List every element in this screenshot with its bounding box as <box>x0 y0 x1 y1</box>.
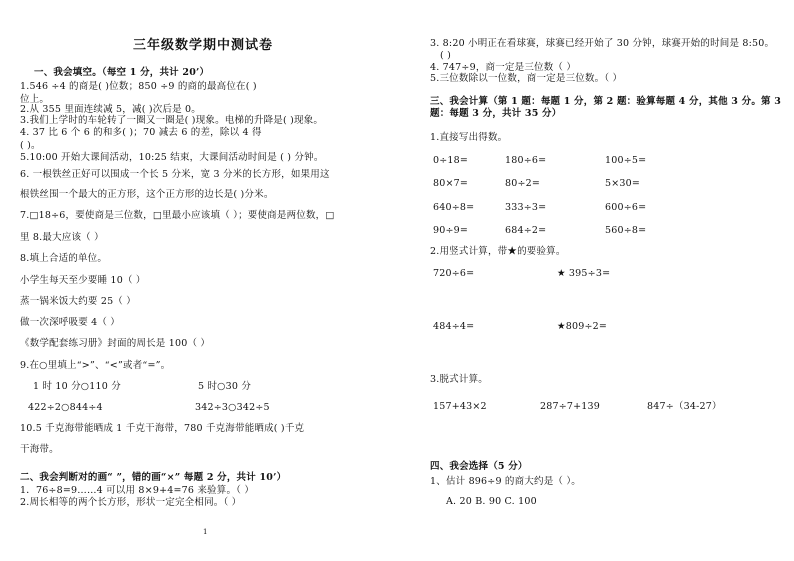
vertical-calc-2: ★ 395÷3= <box>557 268 611 279</box>
oral-item: 80÷2= <box>505 178 541 189</box>
question-2: 2.从 355 里面连续减 5，减( )次后是 0。 <box>20 104 201 115</box>
question-6-line-1: 6. 一根铁丝正好可以围成一个长 5 分米，宽 3 分米的长方形，如果用这 <box>20 169 330 180</box>
question-4-line-2: ( )。 <box>20 140 41 151</box>
oral-item: 560÷8= <box>605 225 647 236</box>
choice-1: 1、估计 896÷9 的商大约是（ ）。 <box>430 476 581 487</box>
judge-3-line-1: 3. 8:20 小明正在看球赛，球赛已经开始了 30 分钟，球赛开始的时间是 8:50。 <box>430 38 775 49</box>
question-1-line-1: 1.546 ÷4 的商是( )位数；850 ÷9 的商的最高位在( ) <box>20 81 257 92</box>
expression-1: 157+43×2 <box>433 401 487 412</box>
question-3: 3.我们上学时的车轮转了一圈又一圈是( )现象。电梯的升降是( )现象。 <box>20 115 324 126</box>
vertical-calc-4: ★809÷2= <box>557 321 608 332</box>
question-7-line-1: 7.□18÷6，要使商是三位数，□里最小应该填（ ）；要使商是两位数，□ <box>20 210 335 221</box>
question-10-line-1: 10.5 千克海带能晒成 1 千克干海带，780 千克海带能晒成( )千克 <box>20 423 305 434</box>
choice-1-options: A. 20 B. 90 C. 100 <box>446 496 537 507</box>
question-9-b1: 422÷2○844÷4 <box>28 402 103 413</box>
section-1-heading: 一、我会填空。（每空 1 分，共计 20’） <box>34 67 210 78</box>
section-3-heading-line-2: 题：每题 3 分，共计 35 分） <box>430 108 562 119</box>
oral-item: 100÷5= <box>605 155 647 166</box>
section-4-heading: 四、我会选择（5 分） <box>430 461 528 472</box>
calc-1-heading: 1.直接写出得数。 <box>430 132 508 143</box>
judge-5: 5.三位数除以一位数，商一定是三位数。（ ） <box>430 73 623 84</box>
section-3-heading-line-1: 三、我会计算（第 1 题：每题 1 分，第 2 题：验算每题 4 分，其他 3 分。第 3 <box>430 96 782 107</box>
oral-item: 80×7= <box>433 178 469 189</box>
oral-item: 600÷6= <box>605 202 647 213</box>
question-5: 5.10:00 开始大课间活动，10:25 结束，大课间活动时间是 ( ) 分钟。 <box>20 152 324 163</box>
question-9-b2: 342÷3○342÷5 <box>195 402 270 413</box>
judge-2: 2.周长相等的两个长方形，形状一定完全相同。（ ） <box>20 497 242 508</box>
section-2-heading: 二、我会判断对的画“ ”，错的画“×” 每题 2 分，共计 10’） <box>20 472 287 483</box>
question-8: 8.填上合适的单位。 <box>20 253 108 264</box>
question-9-a2: 5 时○30 分 <box>198 381 252 392</box>
vertical-calc-3: 484÷4= <box>433 321 475 332</box>
vertical-calc-1: 720÷6= <box>433 268 475 279</box>
question-7-line-2: 里 8.最大应该（ ） <box>20 232 104 243</box>
question-4-line-1: 4. 37 比 6 个 6 的和多( )；70 减去 6 的差，除以 4 得 <box>20 127 262 138</box>
oral-item: 640÷8= <box>433 202 475 213</box>
question-8-item-1: 小学生每天至少要睡 10（ ） <box>20 275 146 286</box>
oral-item: 684÷2= <box>505 225 547 236</box>
question-8-item-2: 蒸一锅米饭大约要 25（ ） <box>20 296 136 307</box>
question-10-line-2: 干海带。 <box>20 444 59 455</box>
oral-item: 333÷3= <box>505 202 547 213</box>
question-8-item-4: 《数学配套练习册》封面的周长是 100（ ） <box>20 338 211 349</box>
page-title: 三年级数学期中测试卷 <box>133 38 274 53</box>
question-1-line-2: 位上。 <box>20 94 50 105</box>
judge-4: 4. 747÷9，商一定是三位数（ ） <box>430 62 577 73</box>
oral-item: 90÷9= <box>433 225 469 236</box>
oral-item: 0÷18= <box>433 155 469 166</box>
question-9: 9.在○里填上“>”、“<”或者“=”。 <box>20 360 171 371</box>
question-8-item-3: 做一次深呼吸要 4（ ） <box>20 317 120 328</box>
oral-item: 180÷6= <box>505 155 547 166</box>
question-6-line-2: 根铁丝围一个最大的正方形，这个正方形的边长是( )分米。 <box>20 189 274 200</box>
expression-3: 847÷（34-27） <box>647 401 722 412</box>
calc-2-heading: 2.用竖式计算，带★的要验算。 <box>430 246 566 257</box>
expression-2: 287÷7+139 <box>540 401 601 412</box>
judge-3-line-2: ( ) <box>440 50 452 61</box>
judge-1: 1．76÷8=9……4 可以用 8×9+4=76 来验算。（ ） <box>20 485 255 496</box>
page-number: 1 <box>203 528 208 536</box>
question-9-a1: 1 时 10 分○110 分 <box>33 381 121 392</box>
oral-item: 5×30= <box>605 178 641 189</box>
calc-3-heading: 3.脱式计算。 <box>430 374 488 385</box>
